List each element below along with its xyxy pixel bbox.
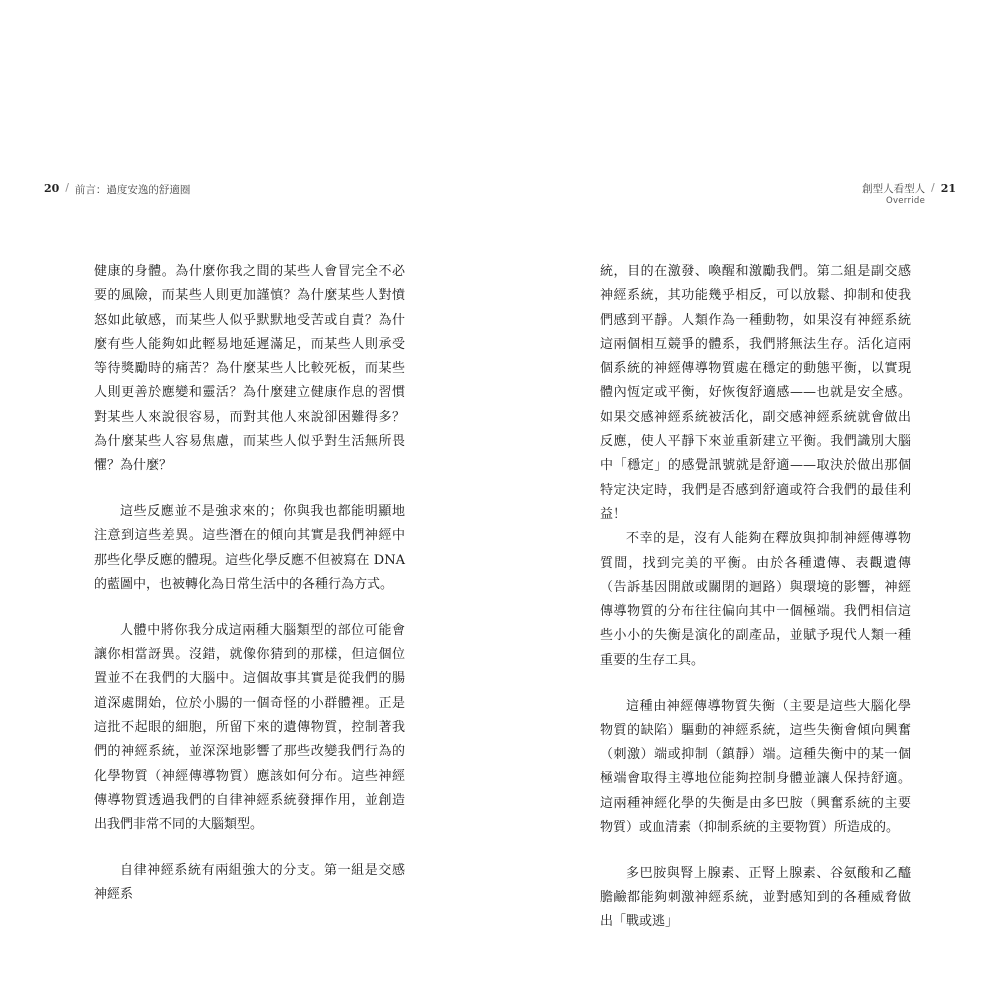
right-page-header <box>862 182 956 206</box>
paragraph: 健康的身體。為什麼你我之間的某些人會冒完全不必要的風險，而某些人則更加謹慎？為什麼某些人對憤怒如此敏感，而某些人似乎默默地受苦或自責？為什麼有些人能夠如此輕易地延遲滿足，而某些人則承受等待獎勵時的痛苦？為什麼某些人比較死板，而某些人則更善於應變和靈活？為什麼建立健康作息的習慣對某些人來說很容易，而對其他人來說卻困難得多？為什麼某些人容易焦慮，而某些人似乎對生活無所畏懼？為什麼？ <box>94 264 405 474</box>
paragraph: 人體中將你我分成這兩種大腦類型的部位可能會讓你相當訝異。沒錯，就像你猜到的那樣，但這個位置並不在我們的大腦中。這個故事其實是從我們的腸道深處開始，位於小腸的一個奇怪的小群體裡。正是這批不起眼的細胞，所留下來的遺傳物質，控制著我們的神經系統，並深深地影響了那些改變我們行為的化學物質（神經傳導物質）應該如何分布。這些神經傳導物質透過我們的自律神經系統發揮作用，並創造出我們非常不同的大腦類型。 <box>94 622 405 833</box>
paragraph: 這種由神經傳導物質失衡（主要是這些大腦化學物質的缺陷）驅動的神經系統，這些失衡會傾向興奮（刺激）端或抑制（鎮靜）端。這種失衡中的某一個極端會取得主導地位能夠控制身體並讓人保持舒適。這兩種神經化學的失衡是由多巴胺（興奮系統的主要物質）或血清素（抑制系統的主要物質）所造成的。 <box>600 698 911 836</box>
paragraph: 自律神經系統有兩組強大的分支。第一組是交感神經系 <box>94 863 405 903</box>
right-page-number: 21 <box>940 182 956 195</box>
left-header-separator: / <box>65 182 69 194</box>
right-running-subtitle: Override <box>885 196 926 206</box>
paragraph: 多巴胺與腎上腺素、正腎上腺素、谷氨酸和乙醯膽鹼都能夠刺激神經系統，並對感知到的各種威脅做出「戰或逃」 <box>600 865 911 930</box>
left-page-number: 20 <box>44 182 60 195</box>
left-running-title: 前言：過度安逸的舒適圈 <box>74 184 191 196</box>
paragraph: 不幸的是，沒有人能夠在釋放與抑制神經傳導物質間，找到完美的平衡。由於各種遺傳、表觀遺傳（告訴基因開啟或關閉的迴路）與環境的影響，神經傳導物質的分布往往偏向其中一個極端。我們相信這些小小的失衡是演化的副產品，並賦予現代人類一種重要的生存工具。 <box>600 531 911 668</box>
right-running-title-block <box>862 182 925 206</box>
right-running-title: 創型人看型人 <box>862 183 926 195</box>
right-page-body <box>600 260 911 935</box>
paragraph: 這些反應並不是強求來的；你與我也都能明顯地注意到這些差異。這些潛在的傾向其實是我們神經中那些化學反應的體現。這些化學反應不但被寫在 DNA 的藍圖中，也被轉化為日常生活中的各種行為方式。 <box>94 504 405 593</box>
left-page-header <box>44 182 190 197</box>
paragraph: 統，目的在激發、喚醒和激勵我們。第二組是副交感神經系統，其功能幾乎相反，可以放鬆、抑制和使我們感到平靜。人類作為一種動物，如果沒有神經系統這兩個相互競爭的體系，我們將無法生存。活化這兩個系統的神經傳導物質處在穩定的動態平衡，以實現體內恆定或平衡，好恢復舒適感——也就是安全感。如果交感神經系統被活化，副交感神經系統就會做出反應，使人平靜下來並重新建立平衡。我們識別大腦中「穩定」的感覺訊號就是舒適——取決於做出那個特定決定時，我們是否感到舒適或符合我們的最佳利益！ <box>600 264 911 522</box>
right-page <box>500 0 1000 1000</box>
right-header-separator: / <box>931 182 935 194</box>
left-page-body <box>94 260 405 908</box>
